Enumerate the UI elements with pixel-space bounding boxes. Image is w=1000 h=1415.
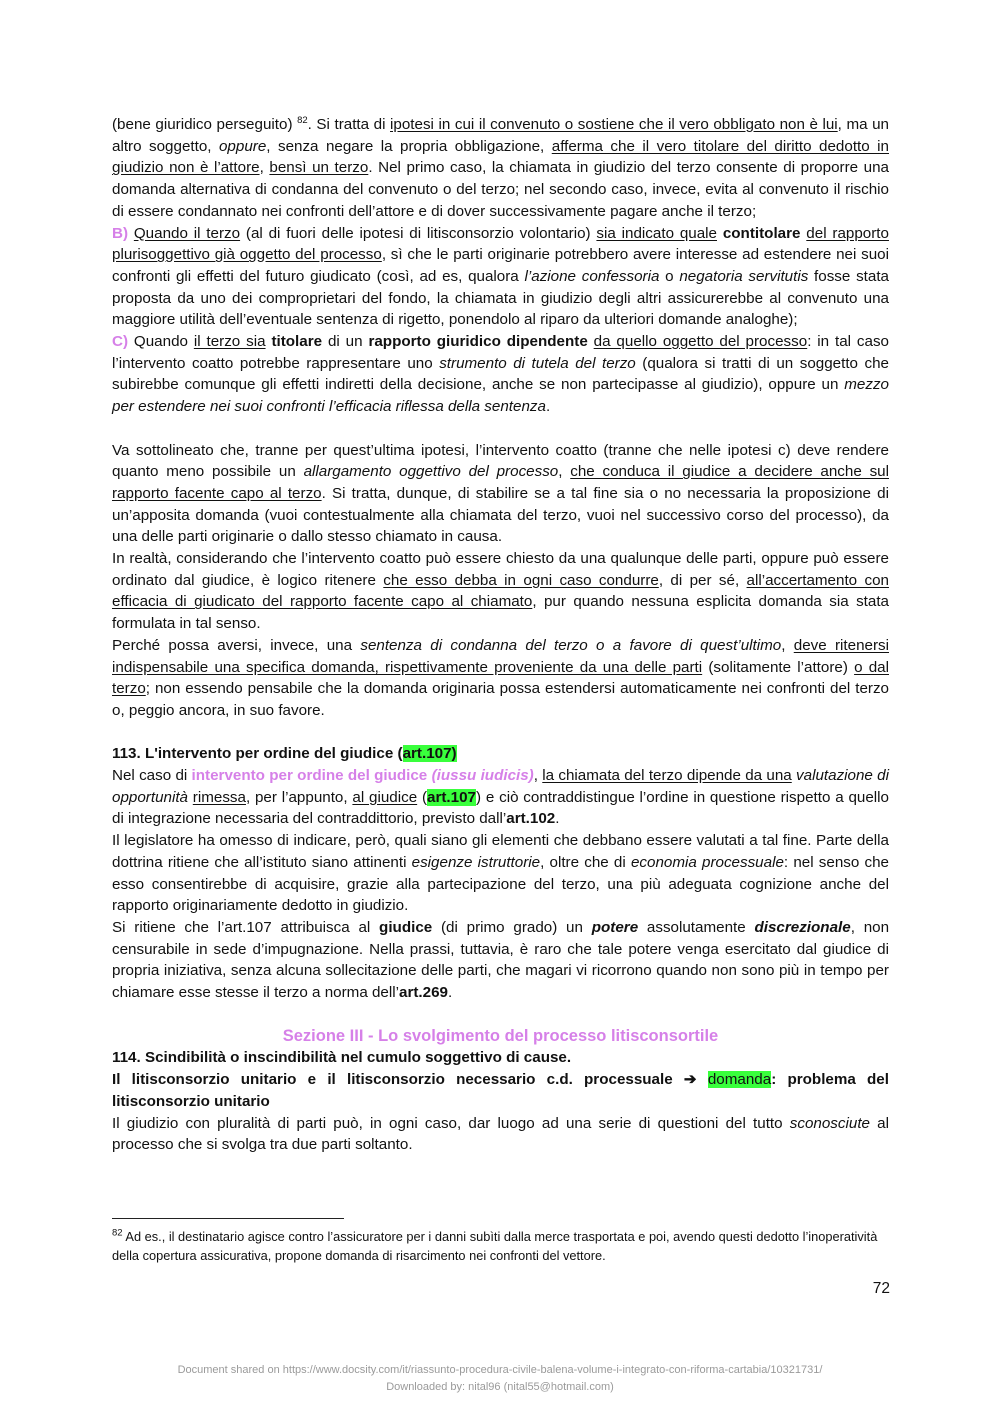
text-run: Quando — [128, 333, 194, 351]
footnote-reference: 82 — [297, 114, 308, 126]
styled-text: economia processuale — [630, 853, 784, 871]
underlined-text: ipotesi in cui il convenuto o sostiene che il vero obbligato non è lui — [390, 116, 838, 133]
section-heading — [112, 743, 889, 765]
docsity-share-line[interactable]: Document shared on https://www.docsity.com/it/riassunto-procedura-civile-balena-volume-i-integrato-con-riforma-cartabia/10321731/ — [177, 1364, 823, 1376]
text-run: 113. L'intervento per ordine del giudice ( — [112, 745, 403, 763]
underlined-text: o dal terzo — [112, 658, 889, 698]
styled-text: sentenza di condanna del terzo o a favore di quest’ultimo — [360, 636, 782, 654]
text-run: ) e ciò contraddistingue l’ordine in questione rispetto a quello di integrazione necessaria del contraddittorio, previsto dall’ — [112, 788, 889, 828]
body-paragraph — [112, 548, 889, 635]
footnote-text: Ad es., il destinatario agisce contro l’assicuratore per i danni subìti dalla merce trasportata e poi, avendo questi dedotto l’inoperatività della copertura assicurativa, propone domanda di risarcimento nei confronti del vettore. — [112, 1229, 878, 1263]
text-run: al processo che si svolga tra due parti soltanto. — [112, 1114, 889, 1154]
paragraph-spacer — [112, 1004, 889, 1026]
text-run: . — [545, 398, 551, 416]
body-paragraph — [112, 440, 889, 549]
underlined-text: del rapporto plurisoggettivo già oggetto del processo — [112, 224, 889, 264]
accent-text: intervento per ordine del giudice — [191, 767, 428, 785]
styled-text: mezzo per estendere nei suoi confronti l’efficacia riflessa della sentenza — [112, 376, 889, 416]
body-paragraph — [112, 331, 889, 418]
text-run: Il litisconsorzio unitario e il litisconsorzio necessario c.d. processuale — [112, 1071, 684, 1089]
text-run: . Nel primo caso, la chiamata in giudizio del terzo consente di proporre una domanda alternativa di condanna del convenuto o del terzo; nel secondo caso, invece, evita al convenuto il rischio di essere condannato nei confronti dell’attore e di dover successivamente pagare anche il terzo; — [112, 159, 889, 220]
footnote — [112, 1227, 889, 1265]
downloaded-by-line: Downloaded by: nital96 (nital55@hotmail.com) — [386, 1381, 614, 1393]
underlined-text: il terzo sia — [193, 333, 266, 351]
underlined-text: rimessa — [192, 788, 246, 806]
highlighted-text: art.107 — [427, 788, 476, 806]
highlighted-text: art.107) — [402, 745, 457, 763]
text-run: (al di fuori delle ipotesi di litisconsorzio volontario) — [240, 224, 597, 242]
text-run: . Si tratta di — [307, 116, 391, 133]
styled-text: valutazione di opportunità — [112, 767, 889, 806]
text-run: Il giudizio con pluralità di parti può, in ogni caso, dar luogo ad una serie di questioni del tutto — [112, 1114, 790, 1132]
text-run: , di per sé, — [658, 571, 747, 589]
paragraph-spacer — [112, 722, 889, 744]
highlighted-text: domanda — [707, 1071, 772, 1089]
text-run: (qualora si tratti di un soggetto che subirebbe comunque gli effetti indiretti della decisione, anche se non partecipasse al giudizio), oppure un — [112, 354, 889, 394]
styled-text: contitolare — [722, 224, 801, 242]
body-paragraph — [112, 765, 889, 830]
text-run: Il legislatore ha omesso di indicare, però, quali siano gli elementi che debbano essere valutati a tal fine. Parte della dottrina ritiene che all’istituto siano attinenti — [112, 832, 889, 871]
body-paragraph — [112, 917, 889, 1004]
text-run: , — [259, 159, 270, 177]
styled-text: potere — [591, 918, 639, 936]
text-run: : nel senso che esso consentirebbe di acquisire, grazie alla partecipazione del terzo, una più adeguata cognizione anche del rapporto originariamente dedotto in giudizio. — [112, 853, 889, 915]
accent-text: C) — [112, 333, 129, 351]
styled-text: oppure — [218, 137, 267, 155]
paragraph-spacer — [112, 418, 889, 440]
footnote-divider — [112, 1218, 344, 1219]
text-run: 114. Scindibilità o inscindibilità nel cumulo soggettivo di cause. — [112, 1049, 572, 1067]
text-run: Va sottolineato che, tranne per quest’ultima ipotesi, l’intervento coatto (tranne che nelle ipotesi c) deve rendere quanto meno possibile un — [112, 441, 889, 481]
underlined-text: che esso debba in ogni caso condurre — [383, 571, 659, 589]
text-run: Nel caso di — [112, 767, 192, 785]
styled-text: sconosciute — [789, 1114, 870, 1132]
underlined-text: bensì un terzo — [269, 159, 369, 177]
subsection-heading — [112, 1069, 889, 1112]
text-run: (di primo grado) un — [432, 918, 592, 936]
text-run: , non censurabile in sede d’impugnazione. Nella prassi, tuttavia, è raro che tale potere venga esercitato dal giudice di propria iniziativa, senza alcuna sollecitazione delle parti, che magari vi ricorrono quando non sono più in tempo per chiamare esse stesse il terzo a norma dell’ — [112, 918, 890, 1002]
text-run: . — [555, 810, 560, 828]
text-run — [697, 1071, 708, 1088]
body-paragraph — [112, 114, 889, 223]
underlined-text: sia indicato quale — [596, 224, 717, 242]
text-run: (solitamente l’attore) — [702, 658, 855, 676]
styled-text: negatoria servitutis — [679, 267, 809, 285]
text-run: ( — [417, 788, 428, 806]
text-run: , per l’appunto, — [245, 788, 353, 806]
text-run: fosse stata proposta da uno dei comproprietari del fondo, la chiamata in giudizio degli altri assicurerebbe al convenuto una maggiore utilità dell’eventuale sentenza di rigetto, ponendolo al riparo da ulteriori domande analoghe); — [112, 267, 890, 329]
text-run: Perché possa aversi, invece, una — [112, 636, 361, 654]
text-run: (bene giuridico perseguito) — [112, 116, 298, 133]
page-number: 72 — [872, 1280, 890, 1297]
styled-text: titolare — [271, 333, 323, 351]
text-run: , senza negare la propria obbligazione, — [266, 137, 552, 155]
underlined-text: deve ritenersi indispensabile una specifica domanda, rispettivamente proveniente da una delle parti — [112, 636, 889, 676]
text-run: Si ritiene che l’art.107 attribuisca al — [112, 918, 380, 936]
accent-text: (iussu iudicis) — [431, 767, 534, 785]
body-paragraph — [112, 830, 889, 917]
text-run: In realtà, considerando che l’intervento coatto può essere chiesto da una qualunque delle parti, oppure può essere ordinato dal giudice, è logico ritenere — [112, 550, 889, 589]
body-paragraph — [112, 1113, 889, 1156]
styled-text: esigenze istruttorie — [411, 853, 541, 871]
styled-text: l’azione confessoria — [524, 267, 660, 285]
styled-text: ➔ — [683, 1071, 697, 1089]
styled-text: rapporto giuridico dipendente — [368, 333, 588, 351]
underlined-text: Quando il terzo — [133, 224, 241, 242]
text-run: , pur quando nessuna esplicita domanda sia stata formulata in tal senso. — [112, 593, 889, 633]
styled-text: art.102 — [506, 810, 556, 828]
underlined-text: la chiamata del terzo dipende da una — [542, 767, 792, 785]
text-run: , — [533, 767, 543, 785]
text-run: di un — [322, 333, 369, 351]
styled-text: strumento di tutela del terzo — [439, 354, 636, 372]
text-run: , oltre che di — [540, 853, 631, 871]
underlined-text: all’accertamento con efficacia di giudicato del rapporto facente capo al chiamato — [112, 571, 889, 611]
underlined-text: che conduca il giudice a decidere anche sul rapporto facente capo al terzo — [112, 463, 889, 502]
accent-text: B) — [112, 224, 129, 242]
underlined-text: al giudice — [352, 788, 418, 806]
text-run: . — [447, 984, 453, 1002]
document-body — [112, 114, 889, 1156]
text-run: : in tal caso l’intervento coatto potrebbe rappresentare uno — [112, 333, 889, 372]
styled-text: allargamento oggettivo del processo — [303, 463, 559, 481]
text-run: ; non essendo pensabile che la domanda originaria possa estendersi automaticamente nei confronti del terzo o, peggio ancora, in suo favore. — [112, 680, 889, 719]
text-run: , — [781, 636, 794, 654]
body-paragraph — [112, 223, 889, 332]
styled-text: giudice — [379, 918, 433, 936]
text-run: o — [659, 267, 680, 285]
text-run: , ma un altro soggetto, — [112, 116, 889, 155]
styled-text: art.269 — [399, 984, 448, 1002]
text-run: : problema del litisconsorzio unitario — [112, 1071, 889, 1110]
text-run: , sì che le parti originarie potrebbero avere interesse ad estendere nei suoi confronti gli effetti del futuro giudicato (così, ad es, qualora — [112, 246, 889, 285]
footnote-number: 82 — [112, 1227, 123, 1239]
text-run: assolutamente — [638, 918, 755, 936]
styled-text: discrezionale — [754, 918, 851, 936]
part-title: Sezione III - Lo svolgimento del processo litisconsortile — [282, 1027, 719, 1046]
text-run: , — [558, 463, 571, 481]
text-run: . Si tratta, dunque, di stabilire se a tal fine sia o no necessaria la proposizione di un’apposita domanda (vuoi contestualmente alla chiamata del terzo, vuoi nel successivo corso del processo), da una delle parti originarie o dallo stesso chiamato in causa. — [112, 484, 889, 546]
underlined-text: afferma che il vero titolare del diritto dedotto in giudizio non è l’attore — [112, 137, 889, 177]
body-paragraph — [112, 635, 889, 722]
underlined-text: da quello oggetto del processo — [593, 333, 808, 351]
section-heading — [112, 1047, 889, 1069]
